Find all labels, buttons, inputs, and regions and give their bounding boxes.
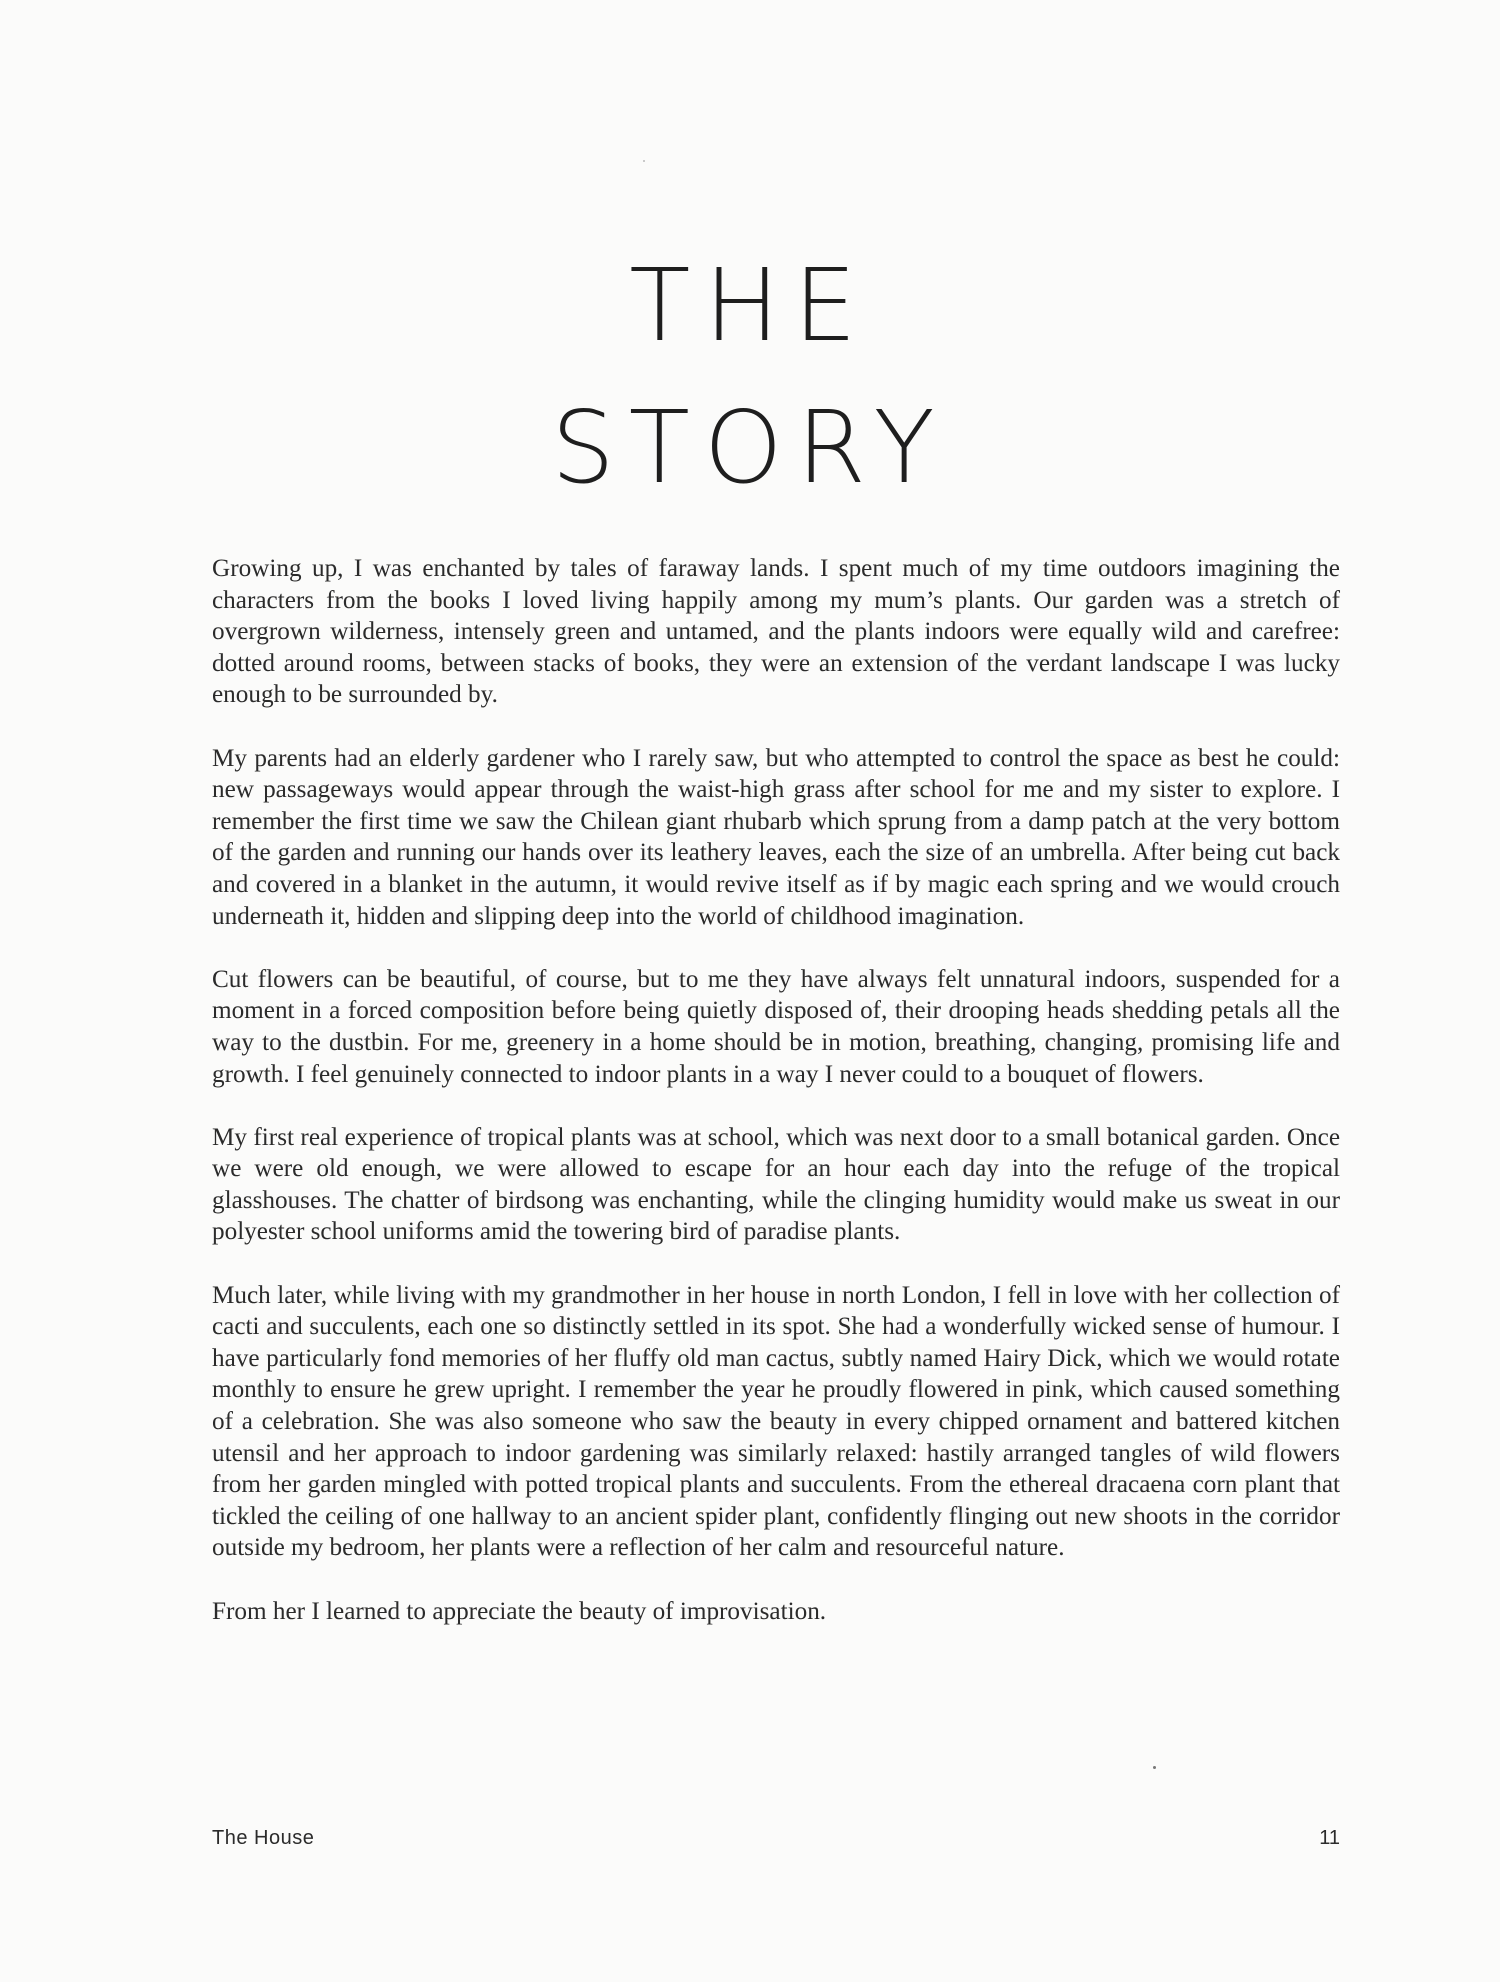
footer-section-name: The House: [212, 1827, 315, 1849]
scan-speck: [643, 160, 645, 162]
title-line-1: THE: [629, 247, 871, 364]
chapter-title: [0, 235, 1500, 519]
title-line-2: STORY: [551, 389, 949, 506]
paragraph-5: Much later, while living with my grandmother in her house in north London, I fell in love with her collection of cacti and succulents, each one so distinctly settled in its spot. She had a wonderfully wicked sense of humour. I have particularly fond memories of her fluffy old man cactus, subtly named Hairy Dick, which we would rotate monthly to ensure he grew upright. I remember the year he proudly flowered in pink, which caused something of a celebration. She was also someone who saw the beauty in every chipped ornament and battered kitchen utensil and her approach to indoor gardening was similarly relaxed: hastily arranged tangles of wild flowers from her garden mingled with potted tropical plants and succulents. From the ethereal dracaena corn plant that tickled the ceiling of one hallway to an ancient spider plant, confidently flinging out new shoots in the corridor outside my bedroom, her plants were a reflection of her calm and resourceful nature.: [212, 1281, 1340, 1562]
paragraph-1: Growing up, I was enchanted by tales of faraway lands. I spent much of my time outdoors imagining the characters from the books I loved living happily among my mum’s plants. Our garden was a stretch of overgrown wilderness, intensely green and untamed, and the plants indoors were equally wild and carefree: dotted around rooms, between stacks of books, they were an extension of the verdant landscape I was lucky enough to be surrounded by.: [212, 555, 1340, 709]
body-text: [212, 553, 1340, 1659]
footer-page-number: 11: [1319, 1827, 1340, 1849]
paragraph-2: My parents had an elderly gardener who I rarely saw, but who attempted to control the space as best he could: new passageways would appear through the waist-high grass after school for me and my sister to explore. I remember the first time we saw the Chilean giant rhubarb which sprung from a damp patch at the very bottom of the garden and running our hands over its leathery leaves, each the size of an umbrella. After being cut back and covered in a blanket in the autumn, it would revive itself as if by magic each spring and we would crouch underneath it, hidden and slipping deep into the world of childhood imagination.: [212, 744, 1340, 930]
paragraph-4: My first real experience of tropical plants was at school, which was next door to a small botanical garden. Once we were old enough, we were allowed to escape for an hour each day into the refuge of the tropical glasshouses. The chatter of birdsong was enchanting, while the clinging humidity would make us sweat in our polyester school uniforms amid the towering bird of paradise plants.: [212, 1123, 1340, 1246]
paragraph-6: From her I learned to appreciate the beauty of improvisation.: [212, 1597, 827, 1625]
paragraph-3: Cut flowers can be beautiful, of course, but to me they have always felt unnatural indoors, suspended for a moment in a forced composition before being quietly disposed of, their drooping heads shedding petals all the way to the dustbin. For me, greenery in a home should be in motion, breathing, changing, promising life and growth. I feel genuinely connected to indoor plants in a way I never could to a bouquet of flowers.: [212, 965, 1340, 1088]
scan-speck: [1153, 1766, 1156, 1769]
